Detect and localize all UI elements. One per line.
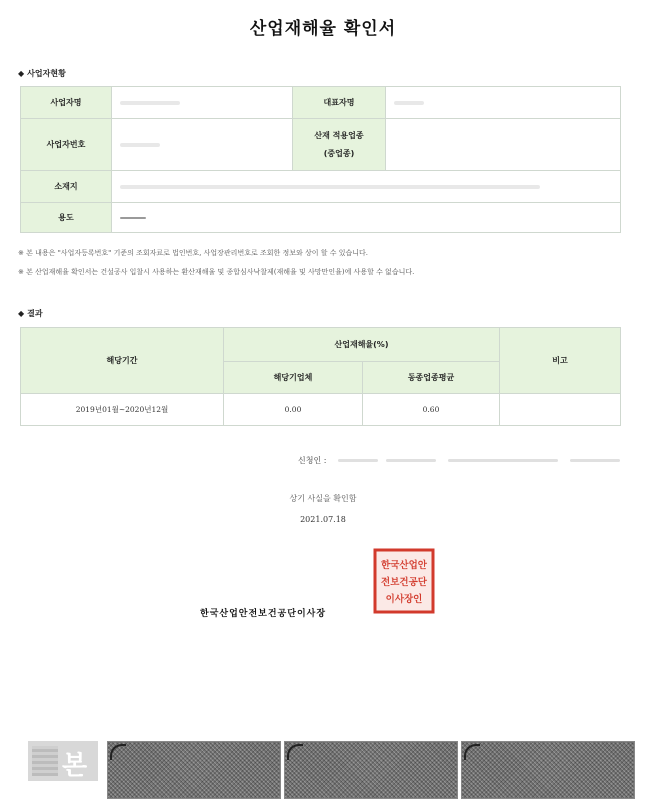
- representative-value: [386, 87, 621, 119]
- document-title: 산업재해율 확인서: [249, 19, 397, 39]
- redacted-applicant-3: [448, 459, 558, 462]
- business-heading-text: 사업자현황: [27, 69, 66, 78]
- redacted-applicant-4: [570, 459, 620, 462]
- period-header: 해당기간: [21, 328, 224, 394]
- seal-line-2: 전보건공단: [381, 577, 427, 588]
- corner-mark-icon: [464, 744, 480, 760]
- remarks-value: [500, 394, 621, 426]
- result-table: [20, 327, 621, 426]
- industry-avg-value: 0.60: [363, 394, 500, 426]
- security-pattern-2: [284, 741, 458, 799]
- company-rate-value: 0.00: [224, 394, 363, 426]
- representative-label: 대표자명: [293, 87, 386, 119]
- bottom-logo: [28, 741, 98, 781]
- business-section-heading: [18, 68, 66, 79]
- pattern-icon: [32, 746, 58, 776]
- official-seal-icon: [373, 548, 435, 614]
- business-number-value: [112, 119, 293, 171]
- issue-date: 2021.07.18: [300, 515, 346, 524]
- security-pattern-1: [107, 741, 281, 799]
- note-1: ※ 본 내용은 "사업자등록번호" 기준의 조회자료로 법인번호, 사업장관리번호로 조회한 정보와 상이 할 수 있습니다.: [18, 249, 368, 257]
- bottom-logo-char: 본: [62, 751, 88, 781]
- corner-mark-icon: [287, 744, 303, 760]
- period-value: 2019년01월~2020년12월: [21, 394, 224, 426]
- redacted-applicant-2: [386, 459, 436, 462]
- table-row: [21, 394, 621, 426]
- seal-line-1: 한국산업안: [381, 560, 427, 571]
- confirm-text: 상기 사실을 확인함: [289, 494, 357, 503]
- usage-label: 용도: [21, 203, 112, 233]
- address-value: [112, 171, 621, 203]
- business-number-label: 사업자번호: [21, 119, 112, 171]
- business-name-label: 사업자명: [21, 87, 112, 119]
- usage-value: [112, 203, 621, 233]
- company-rate-header: 해당기업체: [224, 362, 363, 394]
- applicant-label: 신청인 :: [298, 456, 327, 465]
- business-info-table: [20, 86, 621, 233]
- address-label: 소재지: [21, 171, 112, 203]
- industry-avg-header: 동종업종평균: [363, 362, 500, 394]
- diamond-bullet-icon: ◆: [18, 309, 25, 318]
- industry-label-line1: 산재 적용업종: [314, 130, 364, 140]
- remarks-header: 비고: [500, 328, 621, 394]
- seal-line-3: 이사장인: [385, 594, 423, 605]
- industry-value: [386, 119, 621, 171]
- corner-mark-icon: [110, 744, 126, 760]
- security-pattern-3: [461, 741, 635, 799]
- note-2: ※ 본 산업재해율 확인서는 건설공사 입찰시 사용하는 환산재해율 및 종합심사낙찰제(재해율 및 사망만인율)에 사용할 수 없습니다.: [18, 268, 415, 276]
- rate-group-header: 산업재해율(%): [224, 328, 500, 362]
- result-section-heading: [18, 308, 43, 319]
- industry-label: [293, 119, 386, 171]
- redacted-applicant-1: [338, 459, 378, 462]
- result-heading-text: 결과: [27, 309, 43, 318]
- issuer-name: 한국산업안전보건공단이사장: [200, 609, 327, 619]
- business-name-value: [112, 87, 293, 119]
- diamond-bullet-icon: ◆: [18, 69, 25, 78]
- industry-label-line2: (중업종): [323, 148, 355, 158]
